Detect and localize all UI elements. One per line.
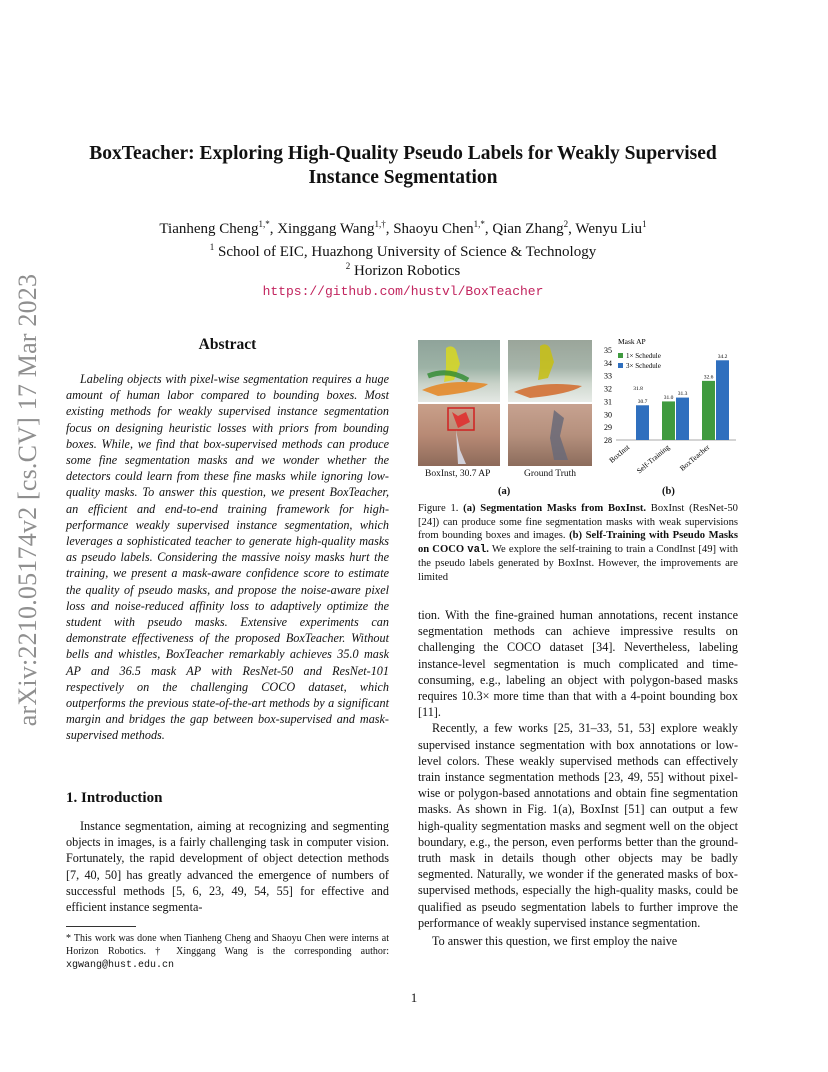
chart-ytick-label: 30: [604, 410, 612, 420]
figure-sub-a: (a): [498, 486, 511, 497]
chart-legend-swatch: [618, 363, 623, 368]
intro-right-paragraph-1: tion. With the fine-grained human annotations, recent instance segmentation methods can achieve impressive results on challenging the COCO dataset [34]. Nevertheless, labeling instance-level segmentation is much complicated and time-consuming, e.g., labeling an object with polygon-based masks requires 10.3× more time than that with a 4-point bounding box [11].: [418, 608, 738, 720]
chart-bar: [716, 360, 729, 440]
chart-data-label: 30.7: [637, 398, 648, 405]
section-heading-introduction: 1. Introduction: [66, 790, 163, 806]
chart-data-label: 34.2: [717, 353, 728, 360]
page-number: 1: [410, 990, 418, 1005]
chart-ytick-label: 29: [604, 423, 612, 433]
intro-right-column: [418, 607, 738, 949]
chart-title: Mask AP: [618, 337, 646, 346]
chart-legend-swatch: [618, 353, 623, 358]
chart-ytick-label: 32: [604, 384, 612, 394]
paper-title: BoxTeacher: Exploring High-Quality Pseudo Labels for Weakly Supervised Instance Segmentation: [89, 143, 717, 188]
chart-data-label: 31.8: [633, 386, 643, 393]
figure-image-animal-groundtruth: [508, 404, 592, 466]
chart-bar: [662, 401, 675, 440]
chart-category-label: Self-Training: [634, 442, 672, 476]
chart-data-label: 32.6: [703, 374, 714, 381]
author-list: Tianheng Cheng$^{1,*}$, Xinggang Wang$^{1,\dagger}$, Shaoyu Chen$^{1,*}$, Qian Zhang$^2$, Wenyu Liu$^1$: [159, 219, 647, 237]
footnote: * This work was done when Tianheng Cheng and Shaoyu Chen were interns at Horizon Robotics. † Xinggang Wang is the corresponding author: xgwang@hust.edu.cn: [66, 933, 389, 971]
figure-label-groundtruth: Ground Truth: [524, 469, 576, 479]
chart-ytick-label: 28: [604, 436, 612, 445]
chart-data-label: 31.3: [677, 391, 688, 398]
chart-ytick-label: 31: [604, 397, 612, 407]
chart-category-label: BoxTeacher: [677, 442, 712, 473]
intro-right-paragraph-3: To answer this question, we first employ the naive: [432, 934, 678, 949]
chart-ytick-label: 33: [604, 371, 612, 381]
chart-data-label: 31.0: [663, 394, 674, 401]
intro-left-paragraph: Instance segmentation, aiming at recognizing and segmenting objects in images, is a fairly challenging task in computer vision. Fortunately, the rapid development of object detection methods [7, 40, 50] has greatly advanced the emergence of numbers of successful methods [5, 6, 23, 49, 54, 55] for effective and efficient instance segmenta-: [66, 819, 389, 915]
footnote-rule: [66, 926, 136, 927]
affiliation-2: $^2$ Horizon Robotics: [345, 261, 461, 279]
abstract-text: Labeling objects with pixel-wise segmentation requires a huge amount of human labor compared to bounding boxes. Most existing methods for weakly supervised instance segmentation focus on designing heuristic losses with priors from bounding boxes. While, we find that box-supervised methods can produce some fine segmentation masks and we wonder whether the detectors could learn from these fine masks while ignoring low-quality masks. To answer this question, we present BoxTeacher, an efficient and end-to-end training framework for high-performance weakly supervised instance segmentation, which leverages a sophisticated teacher to generate high-quality masks as pseudo labels. Considering the massive noisy masks hurt the training, we present a mask-aware confidence score to estimate the quality of pseudo masks, and propose the noise-aware pixel loss and noise-reduced affinity loss to adaptively optimize the student with pseudo masks. Extensive experiments can demonstrate effectiveness of the proposed BoxTeacher. Without bells and whistles, BoxTeacher remarkably achieves 35.0 mask AP and 36.5 mask AP with ResNet-50 and ResNet-101 respectively on the challenging COCO dataset, which outperforms the previous state-of-the-art methods by a significant margin and bridges the gap between box-supervised and mask-supervised methods.: [66, 372, 389, 743]
figure-sub-b: (b): [662, 486, 675, 497]
affiliation-1: $^1$ School of EIC, Huazhong University of Science & Technology: [209, 242, 597, 260]
chart-ytick-label: 34: [604, 358, 612, 368]
figure-label-boxinst: BoxInst, 30.7 AP: [425, 469, 491, 479]
code-link[interactable]: https://github.com/hustvl/BoxTeacher: [262, 284, 544, 299]
footnote-email: xgwang@hust.edu.cn: [66, 960, 175, 971]
abstract-heading: Abstract: [198, 336, 257, 353]
figure-image-animal-boxinst: [418, 404, 500, 466]
arxiv-stamp: arXiv:2210.05174v2 [cs.CV] 17 Mar 2023: [13, 273, 42, 727]
chart-bar: [676, 398, 689, 440]
figure-image-surfer-groundtruth: [508, 340, 592, 402]
chart-bar: [636, 405, 649, 440]
chart-bar: [702, 381, 715, 440]
chart-ytick-label: 35: [604, 346, 612, 355]
chart-legend-label: 3× Schedule: [626, 362, 661, 370]
figure-image-surfer-boxinst: [418, 340, 500, 402]
mask-ap-chart: [590, 334, 740, 484]
intro-right-paragraph-2: Recently, a few works [25, 31–33, 51, 53] explore weakly supervised instance segmentation with box annotations or low-level colors. These weakly supervised methods can effectively train instance segmentation methods [23, 49, 55] without pixel-wise or polygon-based annotations and obtain fine segmentation masks. As shown in Fig. 1(a), BoxInst [51] can output a few high-quality segmentation masks and segment well on the object boundary, e.g., the person, even performs better than the ground-truth mask in details though other objects may be badly segmented. Naturally, we wonder if the generated masks of box-supervised methods, especially the high-quality masks, could be qualified as pseudo segmentation labels to further improve the performance of weakly supervised instance segmentation.: [418, 721, 738, 930]
figure-caption: Figure 1. (a) Segmentation Masks from BoxInst. BoxInst (ResNet-50 [24]) can produce some fine segmentation masks with weak supervisions from bounding boxes and images. (b) Self-Training with Pseudo Masks on COCO val. We explore the self-training to train a CondInst [49] with the pseudo labels generated by BoxInst. However, the improvements are limited: [418, 503, 739, 583]
chart-category-label: BoxInst: [607, 442, 632, 465]
chart-legend-label: 1× Schedule: [626, 352, 661, 360]
